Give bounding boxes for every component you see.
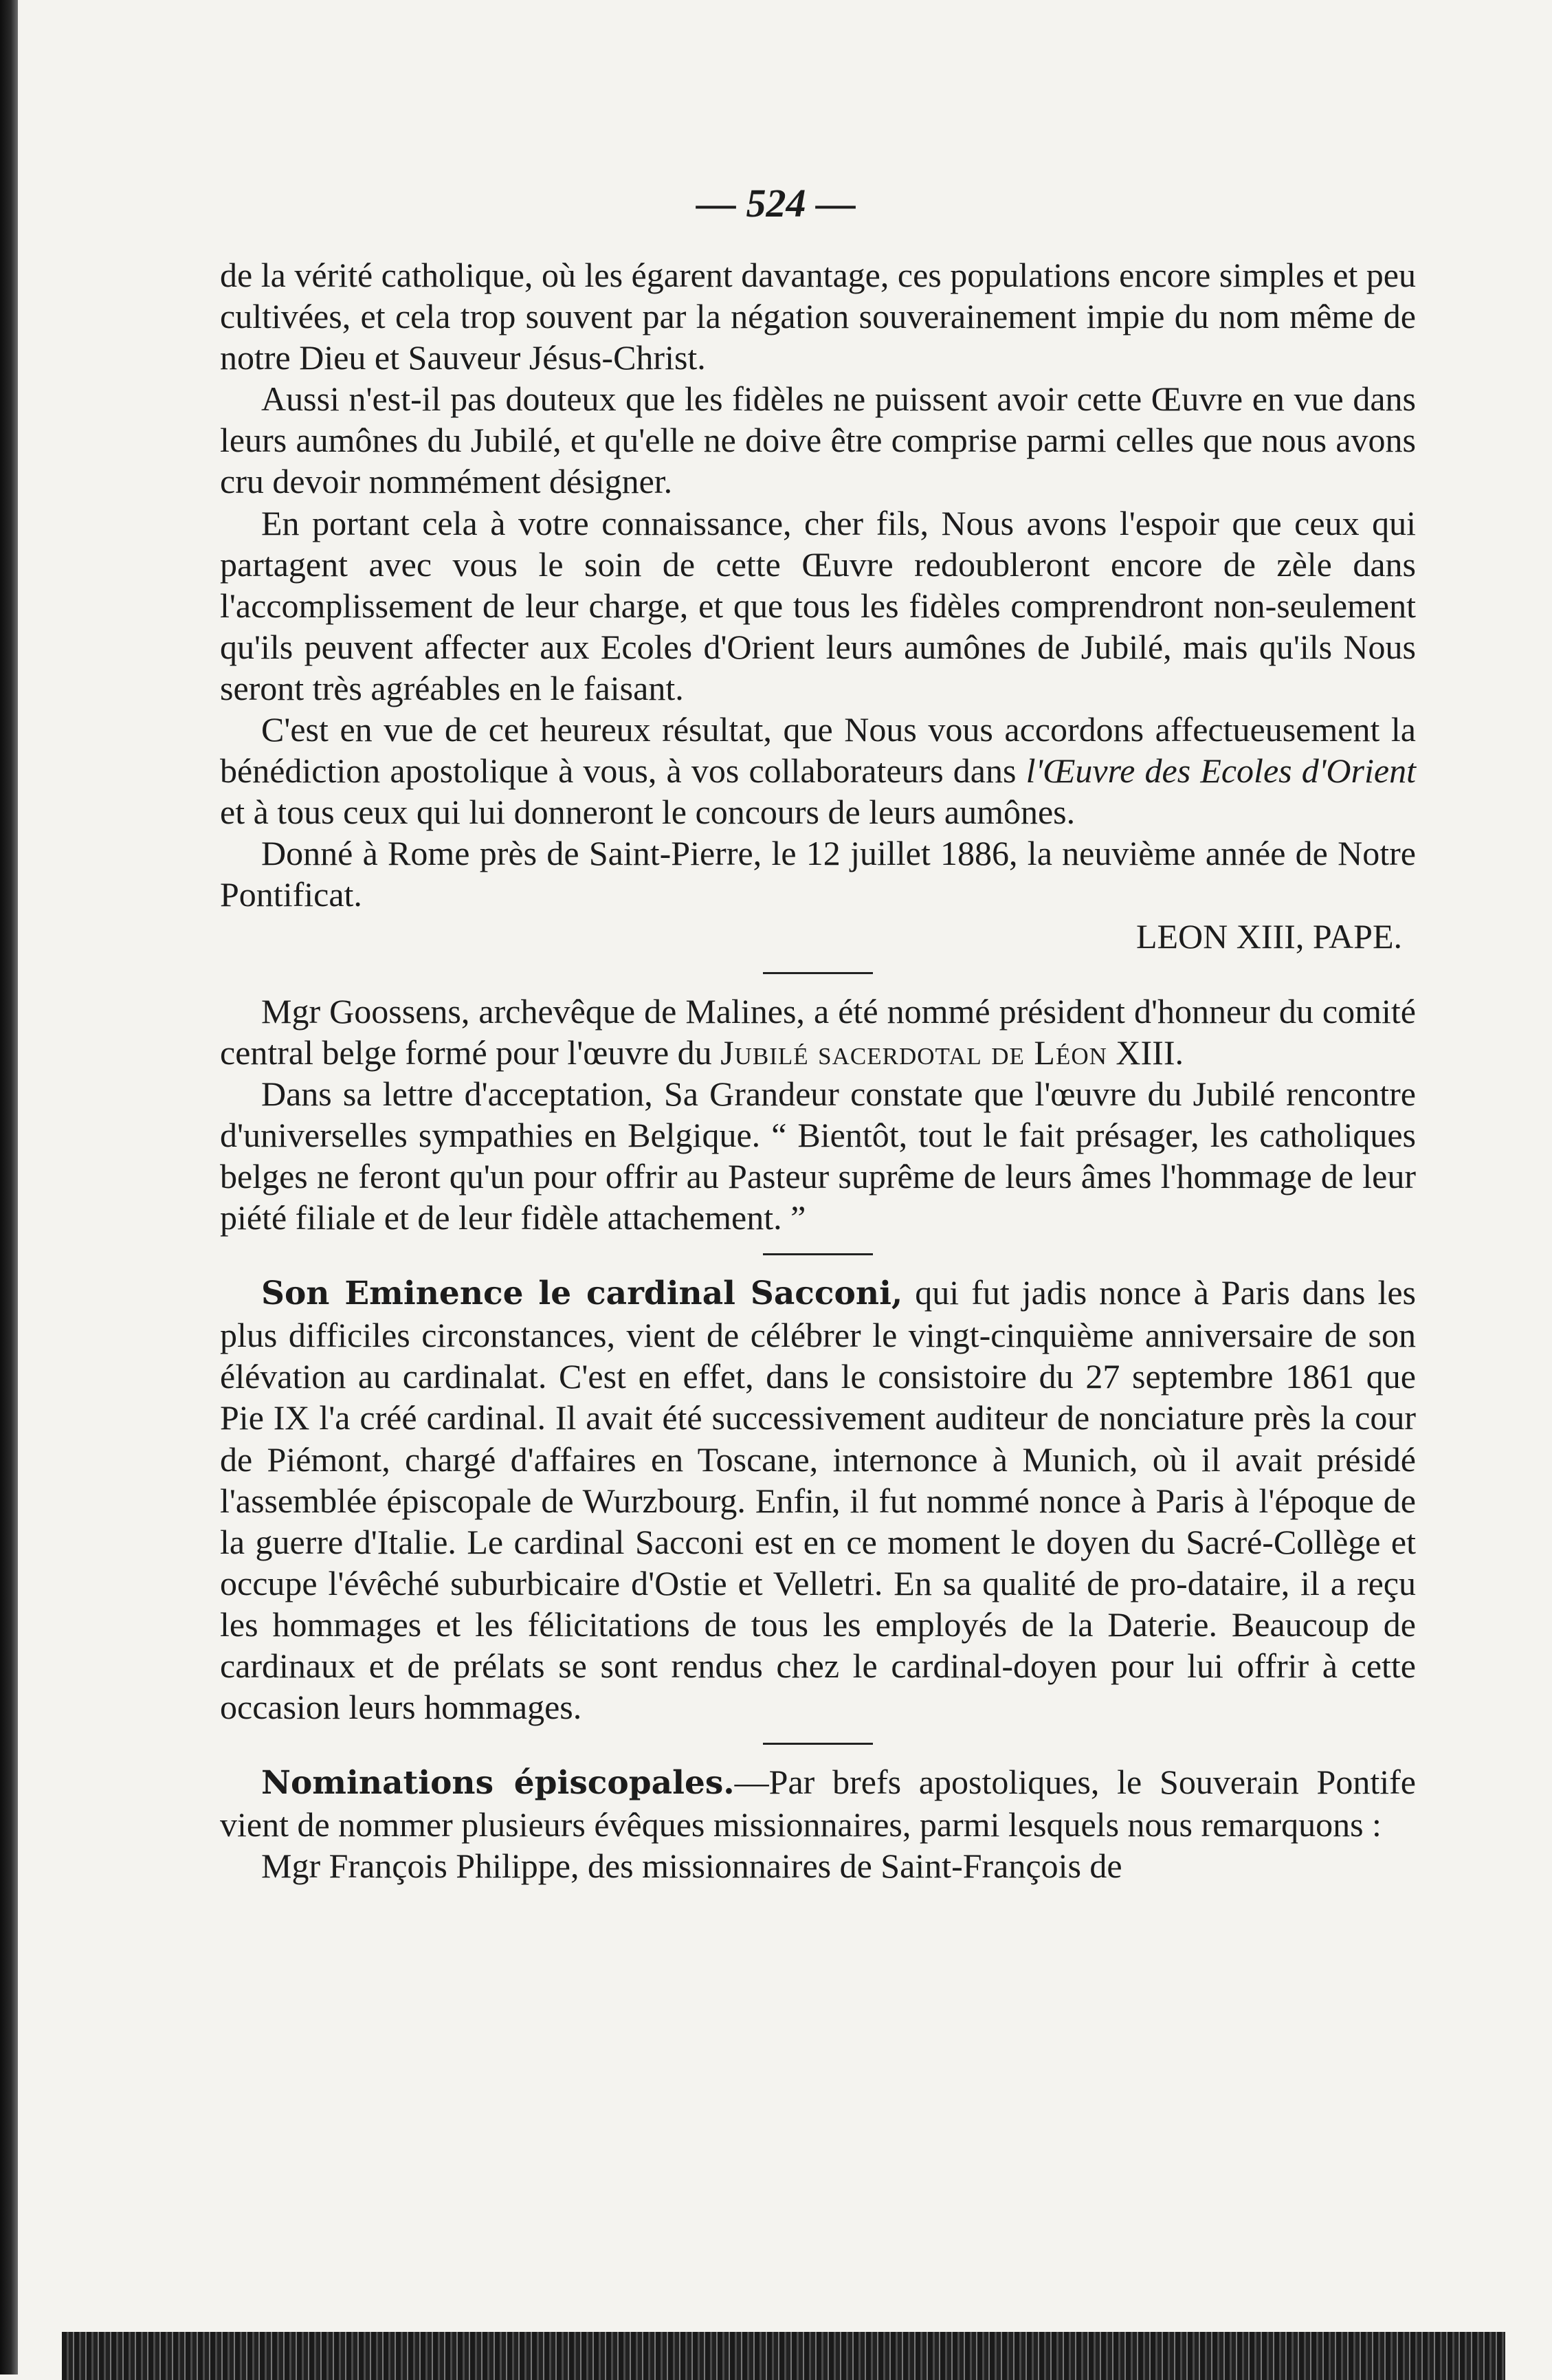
paragraph-9-body: —Par brefs apostoliques, le Souverain Pontife vient de nommer plusieurs évêques missionnaires, parmi lesquels nous remarquons :	[220, 1763, 1416, 1844]
scan-left-edge	[0, 0, 18, 2375]
paragraph-2: Aussi n'est-il pas douteux que les fidèles ne puissent avoir cette Œuvre en vue dans leurs aumônes du Jubilé, et qu'elle ne doive être comprise parmi celles que nous avons cru devoir nommément désigner.	[220, 379, 1416, 501]
paragraph-8-heading: Son Eminence le cardinal Sacconi,	[261, 1275, 903, 1313]
paragraph-6	[220, 991, 1416, 1073]
paragraph-10: Mgr François Philippe, des missionnaires de Saint-François de	[261, 1847, 1122, 1886]
paragraph-8-body: qui fut jadis nonce à Paris dans les plus difficiles circonstances, vient de célébrer le vingt-cinquième anniversaire de son élévation au cardinalat. C'est en effet, dans le consistoire du 27 septembre 1861 que Pie IX l'a créé cardinal. Il avait été successivement auditeur de nonciature près la cour de Piémont, chargé d'affaires en Toscane, internonce à Munich, où il avait présidé l'assemblée épiscopale de Wurzbourg. Enfin, il fut nommé nonce à Paris à l'époque de la guerre d'Italie. Le cardinal Sacconi est en ce moment le doyen du Sacré-Collège et occupe l'évêché suburbicaire d'Ostie et Velletri. En sa qualité de pro-dataire, il a reçu les hommages et les félicitations de tous les employés de la Daterie. Beaucoup de cardinaux et de prélats se sont rendus chez le cardinal-doyen pour lui offrir à cette occasion leurs hommages.	[220, 1273, 1416, 1727]
paragraph-4-text-b: et à tous ceux qui lui donneront le concours de leurs aumônes.	[220, 793, 1076, 832]
paragraph-7: Dans sa lettre d'acceptation, Sa Grandeur constate que l'œuvre du Jubilé rencontre d'universelles sympathies en Belgique. “ Bientôt, tout le fait présager, les catholiques belges ne feront qu'un pour offrir au Pasteur suprême de leurs âmes l'hommage de leur piété filiale et de leur fidèle attachement. ”	[220, 1074, 1416, 1237]
paragraph-5: Donné à Rome près de Saint-Pierre, le 12 juillet 1886, la neuvième année de Notre Pontificat.	[220, 834, 1416, 914]
paragraph-3: En portant cela à votre connaissance, cher fils, Nous avons l'espoir que ceux qui partagent avec vous le soin de cette Œuvre redoubleront encore de zèle dans l'accomplissement de leur charge, et que tous les fidèles comprendront non-seulement qu'ils peuvent affecter aux Ecoles d'Orient leurs aumônes de Jubilé, mais qu'ils Nous seront très agréables en le faisant.	[220, 503, 1416, 707]
scan-bottom-band	[62, 2332, 1505, 2380]
paragraph-9	[220, 1761, 1416, 1845]
divider-3	[763, 1743, 873, 1745]
paragraph-6-text-a: Mgr Goossens, archevêque de Malines, a été nommé président d'honneur du comité central belge formé pour l'œuvre du	[220, 991, 1416, 1072]
paragraph-1: de la vérité catholique, où les égarent davantage, ces populations encore simples et peu cultivées, et cela trop souvent par la négation souverainement impie du nom même de notre Dieu et Sauveur Jésus-Christ.	[220, 256, 1416, 377]
signature: LEON XIII, PAPE.	[1135, 916, 1402, 956]
paragraph-4-italic: l'Œuvre des Ecoles d'Orient	[1026, 751, 1416, 791]
paragraph-9-heading: Nominations épiscopales.	[261, 1764, 735, 1803]
page-number: — 524 —	[696, 181, 856, 225]
divider-2	[763, 1253, 873, 1255]
paragraph-6-text-b: XIII.	[1107, 1033, 1184, 1072]
paragraph-4	[220, 709, 1416, 833]
paragraph-6-smallcaps: Jubilé sacerdotal de Léon	[720, 1033, 1107, 1072]
paragraph-4-text-a: C'est en vue de cet heureux résultat, que Nous vous accordons affectueusement la bénédiction apostolique à vous, à vos collaborateurs dans	[220, 710, 1416, 791]
paragraph-8	[220, 1272, 1416, 1728]
page-text	[220, 254, 1416, 1886]
divider-1	[763, 972, 873, 974]
